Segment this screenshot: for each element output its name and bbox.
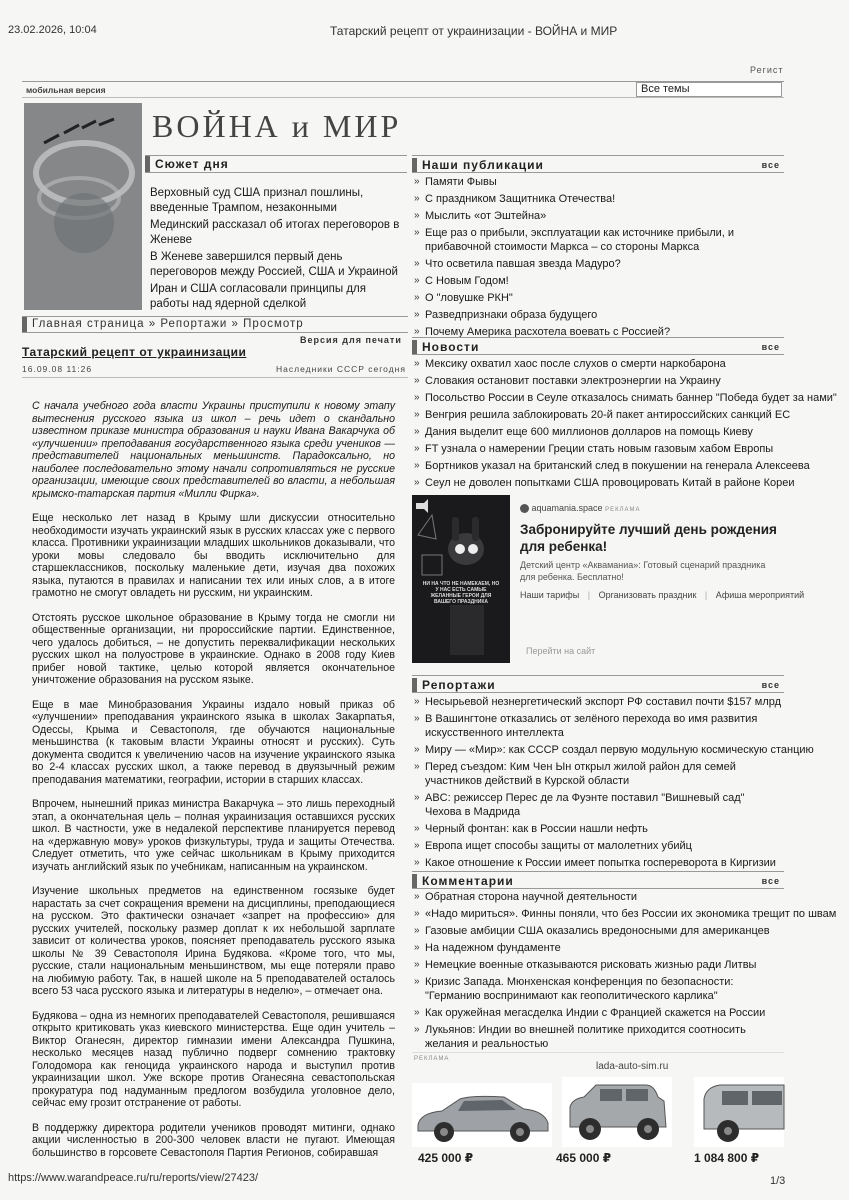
news-item[interactable]: » FT узнала о намерении Греции стать новым газовым хабом Европы: [414, 442, 784, 456]
reports-header: [412, 675, 784, 693]
publications-all-link[interactable]: все: [761, 160, 780, 170]
ad-link-tariffs[interactable]: Наши тарифы: [520, 590, 580, 600]
comment-item[interactable]: » Лукьянов: Индии во внешней политике приходится соотносить желания и реальностью: [414, 1023, 784, 1051]
comment-item[interactable]: » Газовые амбиции США оказались вредоносными для американцев: [414, 924, 784, 938]
article-body: [32, 400, 395, 1159]
comment-item[interactable]: » «Надо мириться». Финны поняли, что без России их экономика трещит по швам: [414, 907, 784, 921]
comment-item[interactable]: » На надежном фундаменте: [414, 941, 784, 955]
report-item[interactable]: » Европа ищет способы защиты от малолетних убийц: [414, 839, 784, 853]
car-offroad-icon: [694, 1077, 784, 1147]
comment-item[interactable]: » Как оружейная мегасделка Индии с Францией скажется на России: [414, 1006, 784, 1020]
publication-item[interactable]: » Памяти Фывы: [414, 175, 784, 189]
news-item[interactable]: » Словакия остановит поставки электроэнергии на Украину: [414, 374, 784, 388]
article-paragraph: Отстоять русское школьное образование в Крыму тогда не смогли ни общественные организации, ни пророссийские партии. Единственное, чего удалось добиться, – не допустить переквалификации нескольких русских школ на полуострове в украинские. Однако в 2008 году Киев прибег новой тактике, целью которой является окончательное уничтожение образования на русском языке.: [32, 611, 395, 686]
site-title[interactable]: ВОЙНА и МИР: [152, 108, 402, 144]
register-link[interactable]: Регист: [750, 65, 784, 75]
article-date: 16.09.08 11:26: [22, 364, 93, 374]
news-all-link[interactable]: все: [761, 342, 780, 352]
logo-swirl-icon: [24, 103, 142, 310]
article-paragraph: Впрочем, нынешний приказ министра Вакарчука – это лишь переходный этап, а окончательная цель – полная украинизация оставшихся русских школ. В частности, уже в недалекой перспективе планируется перевод на «державную мову» уроков физкультуры, труда и защиты Отечества. Следует отметить, что уже сейчас школьникам в Крыму приходится изучать английский язык по учебникам, написанным на украинском.: [32, 798, 395, 873]
news-title: Новости: [412, 340, 479, 354]
comments-header: [412, 871, 784, 889]
ad-link-afisha[interactable]: Афиша мероприятий: [715, 590, 805, 600]
publication-item[interactable]: » Почему Америка расхотела воевать с Россией?: [414, 325, 784, 339]
report-item[interactable]: » Несырьевой незнергетический экспорт РФ составил почти $157 млрд: [414, 695, 784, 709]
news-item[interactable]: » Посольство России в Сеуле отказалось снимать баннер "Победа будет за нами": [414, 391, 784, 405]
ad-image-caption: НИ НА ЧТО НЕ НАМЕКАЕМ, НО У НАС ЕСТЬ САМЫЕ ЖЕЛАННЫЕ ГЕРОИ ДЛЯ ВАШЕГО ПРАЗДНИКА: [422, 581, 500, 605]
car-2[interactable]: [562, 1077, 672, 1147]
print-page-number: 1/3: [770, 1175, 786, 1187]
comments-title: Комментарии: [412, 874, 514, 888]
news-list: [414, 357, 837, 493]
ad-aquamania[interactable]: [412, 493, 805, 665]
report-item[interactable]: » Какое отношение к России имеет попытка госпереворота в Киргизии: [414, 856, 784, 870]
print-url: https://www.warandpeace.ru/ru/reports/view/27423/: [8, 1172, 259, 1184]
story-item[interactable]: Мединский рассказал об итогах переговоров в Женеве: [150, 219, 400, 246]
story-item[interactable]: В Женеве завершился первый день переговоров между Россией, США и Украиной: [150, 251, 398, 278]
print-version-link[interactable]: Версия для печати: [300, 335, 402, 345]
article-paragraph: Еще несколько лет назад в Крыму шли дискуссии относительно необходимости изучать украинский язык в русских классах уже с первого класса. Противники украинизации младших школьников доказывали, что уроки мовы следовало бы вводить исключительно для старшеклассников, поскольку маленькие дети, изучая два похожих языка, путаются в правилах и написании тех или иных слов, а в итоге грамотно не смогут овладеть ни русским, ни украинским.: [32, 512, 395, 599]
breadcrumb: [22, 316, 408, 333]
publication-item[interactable]: » Еще раз о прибыли, эксплуатации как источнике прибыли, и прибавочной стоимости Маркса – со стороны Маркса: [414, 226, 784, 254]
publications-title: Наши публикации: [412, 158, 544, 172]
reports-title: Репортажи: [412, 678, 496, 692]
reports-all-link[interactable]: все: [761, 680, 780, 690]
ad-image: [412, 495, 510, 663]
story-of-day-title: Сюжет дня: [145, 156, 407, 172]
breadcrumb-reports[interactable]: Репортажи: [160, 318, 228, 330]
ad2-domain[interactable]: lada-auto-sim.ru: [596, 1061, 669, 1072]
breadcrumb-sep: »: [148, 318, 157, 330]
car-suv-icon: [562, 1077, 672, 1147]
car-1-price: 425 000 ₽: [418, 1151, 474, 1165]
breadcrumb-home[interactable]: Главная страница: [32, 318, 145, 330]
news-item[interactable]: » Дания выделит еще 600 миллионов долларов на помощь Киеву: [414, 425, 784, 439]
ad2-label: РЕКЛАМА: [414, 1056, 450, 1062]
news-item[interactable]: » Сеул не доволен попытками США провоцировать Китай в районе Кореи: [414, 476, 784, 490]
print-datetime: 23.02.2026, 10:04: [8, 24, 97, 36]
article-paragraph: Изучение школьных предметов на единственном госязыке будет нарастать за счет сокращения времени на дисциплины, преподающиеся на русском. Это фактически означает «запрет на профессию» для русских учителей, поскольку размер доплат к их небольшой зарплате зависит от количества уроков, поясняет преподаватель русского языка школы № 39 Севастополя Ирина Будякова. «Кроме того, что мы, русские, стали национальным меньшинством, мы еще потеряли право на любимую работу. Так, в нашей школе на 5 преподавателей осталось всего 53 часа русского языка и литературы в неделю», – отмечает она.: [32, 885, 395, 997]
ad-domain[interactable]: aquamania.space: [531, 503, 603, 513]
publication-item[interactable]: » С Новым Годом!: [414, 274, 784, 288]
comments-all-link[interactable]: все: [761, 876, 780, 886]
publication-item[interactable]: » Мыслить «от Эштейна»: [414, 209, 784, 223]
article-lead: С начала учебного года власти Украины приступили к новому этапу вытеснения русского языка из школ – речь идет о скандально известном приказе министра образования и науки Ивана Вакарчука об «улучшении» преподавания государственного языка среди учеников — представителей национальных меньшинств. Парадоксально, но наиболее последовательно этому начали сопротивляться не русские организации, имеющие своих представителей во власти, а небольшая крымско-татарская партия «Милли Фирка».: [32, 400, 395, 500]
article-divider: [22, 377, 408, 378]
report-item[interactable]: » Черный фонтан: как в России нашли нефть: [414, 822, 784, 836]
comment-item[interactable]: » Кризис Запада. Мюнхенская конференция по безопасности: "Германию воспринимают как геополитического карлика": [414, 975, 784, 1003]
article-title: Татарский рецепт от украинизации: [22, 345, 247, 359]
ad-label: РЕКЛАМА: [605, 507, 641, 513]
publication-item[interactable]: » Что осветила павшая звезда Мадуро?: [414, 257, 784, 271]
ad-go-button[interactable]: Перейти на сайт: [526, 646, 596, 656]
print-title: Татарский рецепт от украинизации - ВОЙНА и МИР: [330, 24, 618, 38]
comments-list: [414, 890, 837, 1054]
breadcrumb-view[interactable]: Просмотр: [243, 318, 304, 330]
news-header: [412, 337, 784, 355]
ad-headline[interactable]: Забронируйте лучший день рождения для ребенка!: [520, 522, 777, 554]
car-1[interactable]: [412, 1083, 552, 1147]
top-divider-2: [22, 97, 784, 98]
car-sedan-icon: [412, 1083, 552, 1147]
comment-item[interactable]: » Обратная сторона научной деятельности: [414, 890, 784, 904]
ad-text: Детский центр «Акваманиа»: Готовый сценарий праздника для ребенка. Бесплатно!: [520, 560, 766, 582]
logo-image: [24, 103, 142, 310]
story-of-day-header: [145, 155, 407, 173]
topics-select[interactable]: Все темы: [636, 82, 782, 97]
ad-domain-row: [520, 503, 641, 513]
ad-links: Наши тарифы | Организовать праздник | Афиша мероприятий: [520, 590, 805, 600]
report-item[interactable]: » ABC: режиссер Перес де ла Фуэнте поставил "Вишневый сад" Чехова в Мадрида: [414, 791, 784, 819]
story-item[interactable]: Иран и США согласовали принципы для работы над ядерной сделкой: [150, 283, 366, 310]
publications-header: [412, 155, 784, 173]
ad-link-organize[interactable]: Организовать праздник: [598, 590, 697, 600]
report-item[interactable]: » В Вашингтоне отказались от зелёного перехода во имя развития искусственного интеллекта: [414, 712, 784, 740]
report-item[interactable]: » Миру — «Мир»: как СССР создал первую модульную космическую станцию: [414, 743, 784, 757]
publication-item[interactable]: » С праздником Защитника Отечества!: [414, 192, 784, 206]
ad-brand-icon: [520, 504, 529, 513]
ad-lada[interactable]: [412, 1052, 784, 1171]
comment-item[interactable]: » Немецкие военные отказываются рисковать жизнью ради Литвы: [414, 958, 784, 972]
story-of-day-list: [150, 186, 408, 314]
reports-list: [414, 695, 814, 873]
mobile-version-link[interactable]: мобильная версия: [26, 85, 106, 95]
story-item[interactable]: Верховный суд США признал пошлины, введенные Трампом, незаконными: [150, 187, 364, 214]
publication-item[interactable]: » Разведпризнаки образа будущего: [414, 308, 784, 322]
car-3[interactable]: [694, 1077, 784, 1147]
article-paragraph: В поддержку директора родители учеников проводят митинги, однако акции численностью в 200-300 человек власти не пугают. Имеющая большинство в горсовете Севастополя Партия Регионов, собиравшая: [32, 1121, 395, 1159]
report-item[interactable]: » Перед съездом: Ким Чен Ын открыл жилой район для семей участников действий в Курской области: [414, 760, 784, 788]
article-paragraph: Еще в мае Минобразования Украины издало новый приказ об «улучшении» преподавания украинского языка в школах Закарпатья, Одессы, Крыма и Севастополя, где обучаются национальные меньшинства (к таковым власти Украины относят и русских). Суть документа сводится к увеличению часов на изучение украинского языка во 2-4 классах русских школ, а также перевод в двуязычный режим преподавания математики, географии, истории в старших классах.: [32, 698, 395, 786]
publications-list: [414, 175, 784, 342]
publication-item[interactable]: » О "ловушке РКН": [414, 291, 784, 305]
article-paragraph: Будякова – одна из немногих преподавателей Севастополя, решившаяся открыто критиковать указ киевского министерства. Еще один учитель – Виктор Оганесян, директор гимназии имени Александра Пушкина, несколько месяцев назад публично подверг сомнению трактовку Голодомора как геноцида украинского народа и выступил против украинизации школ. Уже вскоре против Оганесяна севастопольская прокуратура под надуманным предлогом возбудила уголовное дело, сейчас ему грозит отстранение от работы.: [32, 1009, 395, 1109]
breadcrumb-sep: »: [231, 318, 239, 330]
news-item[interactable]: » Бортников указал на британский след в покушении на генерала Алексеева: [414, 459, 784, 473]
news-item[interactable]: » Венгрия решила заблокировать 20-й пакет антироссийских санкций ЕС: [414, 408, 784, 422]
article-source[interactable]: Наследники СССР сегодня: [276, 364, 406, 374]
car-2-price: 465 000 ₽: [556, 1151, 612, 1165]
car-3-price: 1 084 800 ₽: [694, 1151, 760, 1165]
ad-character-icon: [412, 495, 510, 663]
news-item[interactable]: » Мексику охватил хаос после слухов о смерти наркобарона: [414, 357, 784, 371]
